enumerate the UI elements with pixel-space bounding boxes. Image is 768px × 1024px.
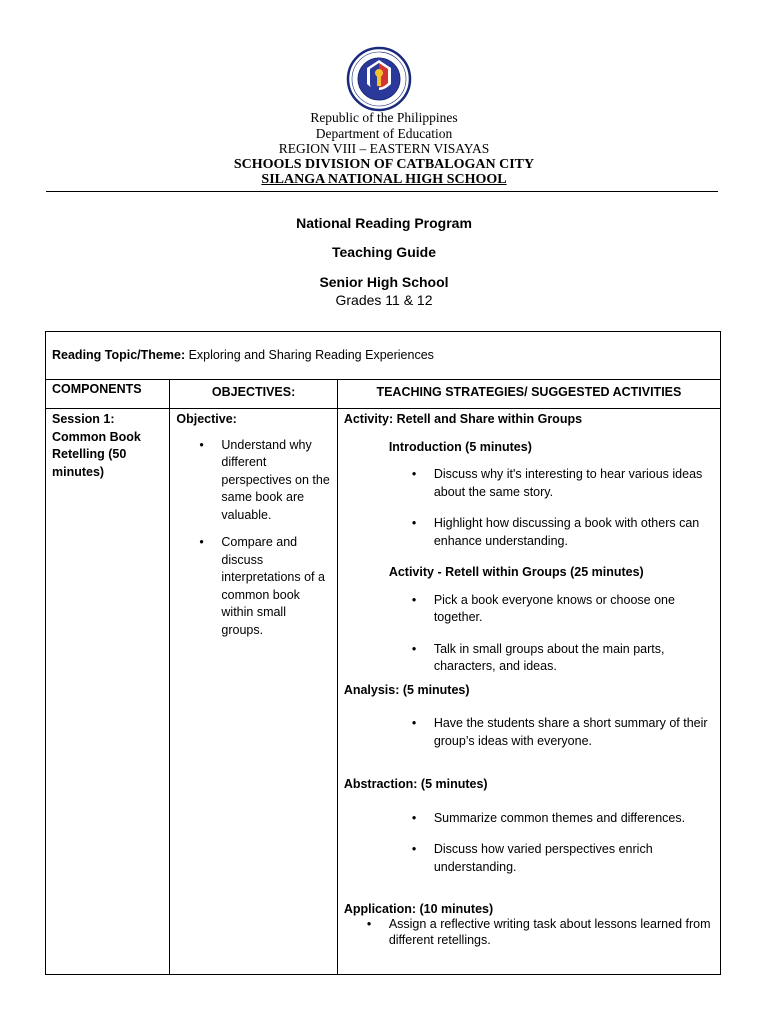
application-list <box>344 917 714 948</box>
activity-title: Activity: Retell and Share within Groups <box>343 412 583 426</box>
letterhead <box>0 110 768 188</box>
application-heading: Application: (10 minutes) <box>343 902 494 916</box>
teaching-guide-table <box>45 331 721 975</box>
grades-subtitle: Grades 11 & 12 <box>335 292 433 308</box>
header-objectives: OBJECTIVES: <box>170 380 337 409</box>
topic-row <box>46 332 721 380</box>
list-item: • Summarize common themes and differences. <box>434 810 714 828</box>
letterhead-school: SILANGA NATIONAL HIGH SCHOOL <box>261 172 507 188</box>
list-item: • Understand why different perspectives on the same book are valuable. <box>221 437 330 525</box>
list-item: • Highlight how discussing a book with others can enhance understanding. <box>434 515 714 550</box>
level-title: Senior High School <box>319 274 449 290</box>
header-strategies: TEACHING STRATEGIES/ SUGGESTED ACTIVITIES <box>337 380 720 409</box>
letterhead-region: REGION VIII – EASTERN VISAYAS <box>278 141 490 157</box>
strategies-cell <box>337 409 720 975</box>
letterhead-republic: Republic of the Philippines <box>310 110 458 125</box>
header-components: COMPONENTS <box>46 380 170 409</box>
introduction-list <box>344 466 714 550</box>
letterhead-divider <box>46 191 718 192</box>
list-item: • Talk in small groups about the main parts, characters, and ideas. <box>434 641 714 676</box>
retell-heading: Activity - Retell within Groups (25 minutes) <box>388 565 644 579</box>
retell-list <box>344 592 714 676</box>
abstraction-heading: Abstraction: (5 minutes) <box>343 777 488 791</box>
session-cell <box>46 409 170 975</box>
topic-value: Exploring and Sharing Reading Experiences <box>185 348 434 362</box>
list-item: • Discuss why it's interesting to hear various ideas about the same story. <box>434 466 714 501</box>
list-item: • Compare and discuss interpretations of a common book within small groups. <box>221 534 330 639</box>
list-item: • Pick a book everyone knows or choose one together. <box>434 592 714 627</box>
program-title: National Reading Program <box>296 215 472 231</box>
session-label: Session 1: Common Book Retelling (50 minutes) <box>52 412 141 479</box>
list-item: • Have the students share a short summary of their group’s ideas with everyone. <box>434 715 714 750</box>
objective-label: Objective: <box>176 412 237 426</box>
topic-label: Reading Topic/Theme: <box>52 348 186 362</box>
analysis-heading: Analysis: (5 minutes) <box>343 682 470 697</box>
letterhead-department: Department of Education <box>315 125 453 141</box>
list-item: • Discuss how varied perspectives enrich understanding. <box>434 841 714 876</box>
objectives-cell <box>170 409 337 975</box>
objectives-list <box>176 437 330 640</box>
deped-seal-logo <box>338 46 420 112</box>
introduction-heading: Introduction (5 minutes) <box>388 439 532 454</box>
abstraction-list <box>344 810 714 877</box>
list-item: • Assign a reflective writing task about lessons learned from different retellings. <box>389 917 714 948</box>
letterhead-division: SCHOOLS DIVISION OF CATBALOGAN CITY <box>233 156 535 172</box>
analysis-list <box>344 715 714 750</box>
guide-title: Teaching Guide <box>332 244 436 260</box>
